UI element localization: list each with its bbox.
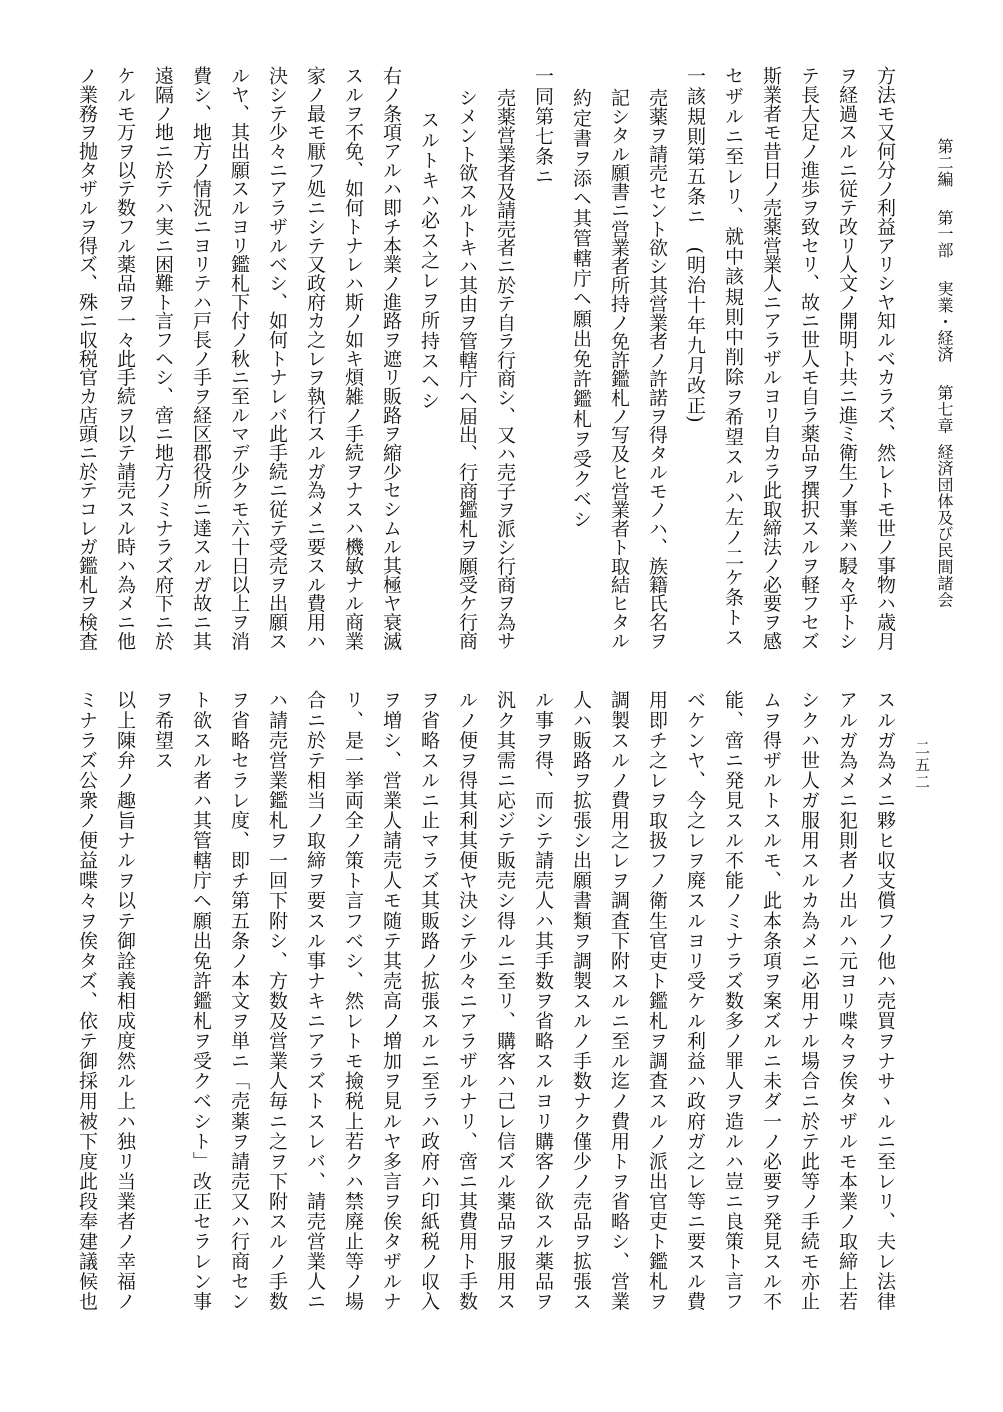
- text-line: 能、啻ニ発見スル不能ノミナラズ数多ノ罪人ヲ造ルハ豈ニ良策ト言フ: [722, 690, 744, 1312]
- text-line: ヲ省略セラレ度、即チ第五条ノ本文ヲ単ニ「売薬ヲ請売又ハ行商セン: [228, 690, 250, 1312]
- text-line: シメント欲スルトキハ其由ヲ管轄庁ヘ届出、行商鑑札ヲ願受ケ行商: [456, 88, 478, 650]
- text-line: セザルニ至レリ、就中該規則中削除ヲ希望スルハ左ノ二ケ条トス: [722, 66, 744, 648]
- running-head-section: 実業・経済: [935, 280, 954, 363]
- page-number: 二五二: [913, 740, 931, 791]
- text-line: 斯業者モ昔日ノ売薬営業人ニアラザルヨリ自カラ此取締法ノ必要ヲ感: [760, 66, 782, 650]
- running-head: [936, 138, 952, 608]
- text-line: 汎ク其需ニ応ジテ販売シ得ルニ至リ、購客ハ己レ信ズル薬品ヲ服用ス: [494, 690, 516, 1312]
- text-line: 記シタル願書ニ営業者所持ノ免許鑑札ノ写及ヒ営業者ト取結ヒタル: [608, 88, 630, 650]
- running-head-part: 第一部: [935, 209, 954, 259]
- text-line: ミナラズ公衆ノ便益喋々ヲ俟タズ、依テ御採用被下度此段奉建議候也: [76, 690, 98, 1312]
- text-line: ル事ヲ得、而シテ請売人ハ其手数ヲ省略スルヨリ購客ノ欲スル薬品ヲ: [532, 690, 554, 1312]
- text-line: 売薬ヲ請売セント欲シ其営業者ノ許諾ヲ得タルモノハ、族籍氏名ヲ: [646, 88, 668, 650]
- text-line: ヲ増シ、営業人請売人モ随テ其売高ノ増加ヲ見ルヤ多言ヲ俟タザルナ: [380, 690, 402, 1312]
- text-line: 遠隔ノ地ニ於テハ実ニ困難ト言フヘシ、啻ニ地方ノミナラズ府下ニ於: [152, 66, 174, 650]
- text-line: テ長大足ノ進歩ヲ致セリ、故ニ世人モ自ラ薬品ヲ撰択スルヲ軽フセズ: [798, 66, 820, 650]
- text-line: ノ業務ヲ抛タザルヲ得ズ、殊ニ収税官カ店頭ニ於テコレガ鑑札ヲ検査: [76, 66, 98, 650]
- text-line: ヲ省略スルニ止マラズ其販路ノ拡張スルニ至ラハ政府ハ印紙税ノ収入: [418, 690, 440, 1312]
- running-head-volume: 第二編: [935, 138, 954, 188]
- text-line: シクハ世人ガ服用スルカ為メニ必用ナル場合ニ於テ此等ノ手続モ亦止: [798, 690, 820, 1312]
- text-line: 費シ、地方ノ情況ニヨリテハ戸長ノ手ヲ経区郡役所ニ達スルガ故ニ其: [190, 66, 212, 650]
- text-line: スルヲ不免、如何トナレハ斯ノ如キ煩雑ノ手続ヲナスハ機敏ナル商業: [342, 66, 364, 650]
- text-line: ヲ経過スルニ従テ改リ人文ノ開明ト共ニ進ミ衛生ノ事業ハ駸々乎トシ: [836, 66, 858, 650]
- running-head-chapter: 第七章: [935, 384, 954, 434]
- text-line: ベケンヤ、今之レヲ廃スルヨリ受ケル利益ハ政府ガ之レ等ニ要スル費: [684, 690, 706, 1312]
- text-line: スルトキハ必ス之レヲ所持スヘシ: [418, 110, 440, 411]
- text-line: 家ノ最モ厭フ処ニシテ又政府カ之レヲ執行スルガ為メニ要スル費用ハ: [304, 66, 326, 650]
- text-line: ムヲ得ザルトスルモ、此本条項ヲ案ズルニ未ダ一ノ必要ヲ発見スル不: [760, 690, 782, 1312]
- text-line: ト欲スル者ハ其管轄庁ヘ願出免許鑑札ヲ受クベシト」改正セラレン事: [190, 690, 212, 1312]
- text-line: 以上陳弁ノ趣旨ナルヲ以テ御詮義相成度然ル上ハ独リ当業者ノ幸福ノ: [114, 690, 136, 1312]
- text-line: 合ニ於テ相当ノ取締ヲ要スル事ナキニアラズトスレバ、請売営業人ニ: [304, 690, 326, 1312]
- text-line: リ、是一挙両全ノ策ト言フベシ、然レトモ撿税上若クハ禁廃止等ノ場: [342, 690, 364, 1312]
- text-line: 売薬営業者及請売者ニ於テ自ラ行商シ、又ハ売子ヲ派シ行商ヲ為サ: [494, 88, 516, 650]
- text-line: 調製スルノ費用之レヲ調査下附スルニ至ル迄ノ費用トヲ省略シ、営業: [608, 690, 630, 1312]
- text-line: 人ハ販路ヲ拡張シ出願書類ヲ調製スルノ手数ナク僅少ノ売品ヲ拡張ス: [570, 690, 592, 1312]
- text-line: ヲ希望ス: [152, 690, 174, 771]
- text-line: ケルモ万ヲ以テ数フル薬品ヲ一々此手続ヲ以テ請売スル時ハ為メニ他: [114, 66, 136, 650]
- text-line: ハ請売営業鑑札ヲ一回下附シ、方数及営業人毎ニ之ヲ下附スルノ手数: [266, 690, 288, 1312]
- text-line: ルノ便ヲ得其利其便ヤ決シテ少々ニアラザルナリ、啻ニ其費用ト手数: [456, 690, 478, 1312]
- text-line: 一該規則第五条ニ (明治十年九月改正): [684, 66, 706, 424]
- text-line: ルヤ、其出願スルヨリ鑑札下付ノ秋ニ至ルマデ少クモ六十日以上ヲ消: [228, 66, 250, 650]
- text-line: スルガ為メニ夥ヒ収支償フノ他ハ売買ヲナサヽルニ至レリ、夫レ法律: [874, 690, 896, 1312]
- running-head-chapter-title: 経済団体及び民間諸会: [935, 443, 954, 608]
- text-line: 右ノ条項アルハ即チ本業ノ進路ヲ遮リ販路ヲ縮少セシムル其極ヤ衰滅: [380, 66, 402, 650]
- text-line: 決シテ少々ニアラザルベシ、如何トナレバ此手続ニ従テ受売ヲ出願ス: [266, 66, 288, 650]
- text-line: 一同第七条ニ: [532, 66, 554, 187]
- text-line: 方法モ又何分ノ利益アリシヤ知ルベカラズ、然レトモ世ノ事物ハ歳月: [874, 66, 896, 650]
- text-line: 用即チ之レヲ取扱フノ衛生官吏ト鑑札ヲ調査スルノ派出官吏ト鑑札ヲ: [646, 690, 668, 1312]
- text-line: アルガ為メニ犯則者ノ出ルハ元ヨリ喋々ヲ俟タザルモ本業ノ取締上若: [836, 690, 858, 1312]
- text-line: 約定書ヲ添ヘ其管轄庁ヘ願出免許鑑札ヲ受クベシ: [570, 88, 592, 530]
